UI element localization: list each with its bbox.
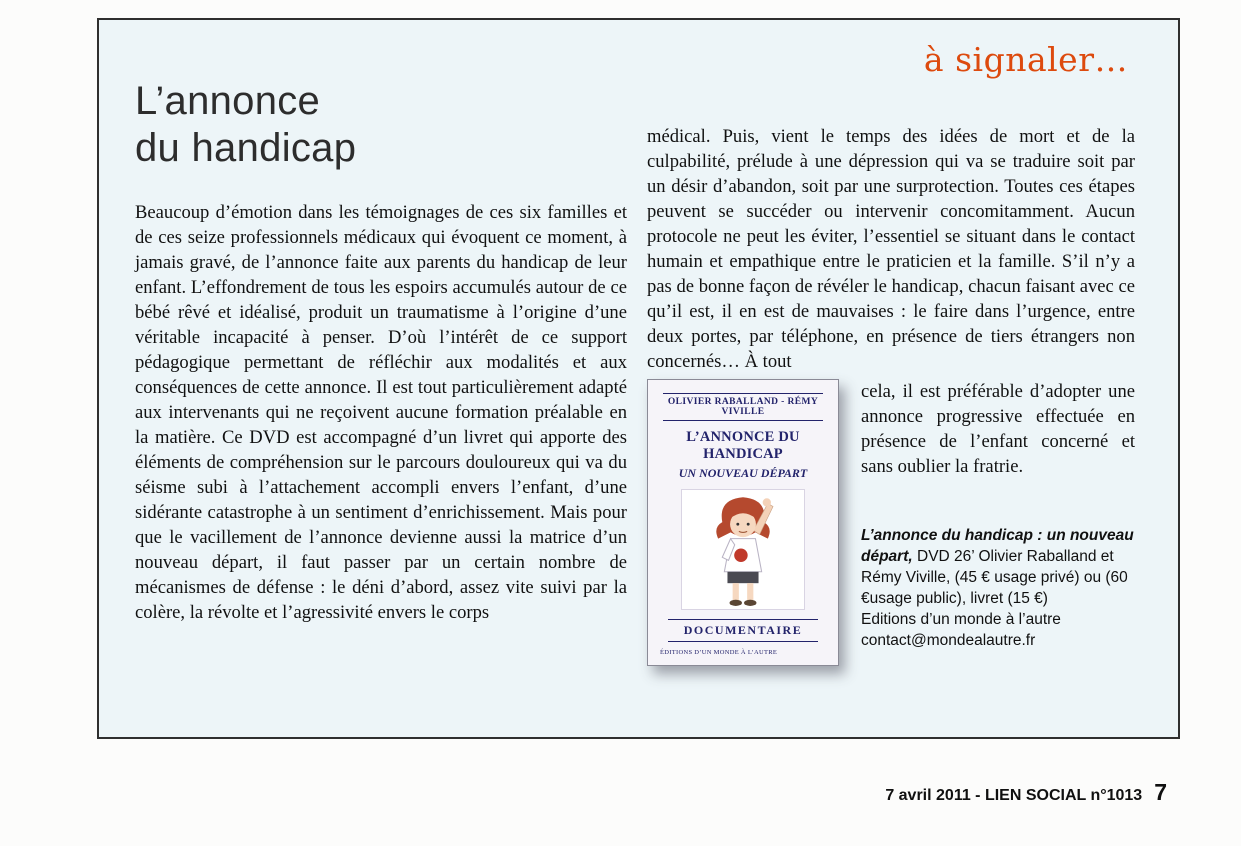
dvd-cover bbox=[647, 379, 839, 666]
dvd-caption bbox=[861, 525, 1135, 651]
article-paragraph-right-after: cela, il est préférable d’adopter une annonce progressive effectuée en présence de l’enfant concerné et sans oublier la fratrie. bbox=[861, 381, 1135, 477]
article-paragraph-right-before: médical. Puis, vient le temps des idées de mort et de la culpabilité, prélude à une dépression qui va se traduire soit par un désir d’abandon, soit par une surprotection. Toutes ces étapes peuvent se succéder ou intervenir concomitamment. Aucun protocole ne peut les éviter, l’essentiel se situant dans le contact humain et empathique entre le praticien et la famille. S’il n’y a pas de bonne façon de révéler le handicap, chacun faisant avec ce qu’il est, il en est de mauvaises : le faire dans l’urgence, entre deux portes, par téléphone, en présence de tiers étrangers non concernés… À tout bbox=[647, 126, 1135, 372]
dvd-cover-genre: DOCUMENTAIRE bbox=[668, 619, 818, 642]
cover-rule-top bbox=[663, 393, 823, 394]
page-footer bbox=[885, 779, 1167, 806]
girl-drawing-icon bbox=[688, 491, 798, 607]
caption-title: L’annonce du handicap : un nouveau départ, bbox=[861, 527, 1134, 565]
left-column bbox=[135, 78, 627, 625]
caption-publisher: Editions d’un monde à l’autre bbox=[861, 611, 1061, 628]
cover-rule-mid bbox=[663, 420, 823, 421]
caption-contact-email: contact@mondealautre.fr bbox=[861, 632, 1036, 649]
article-box bbox=[97, 18, 1180, 739]
media-row bbox=[647, 379, 1135, 666]
caption-details: DVD 26’ Olivier Raballand et Rémy Viville, (45 € usage privé) ou (60 €usage public), livret (15 €) bbox=[861, 548, 1128, 607]
dvd-cover-illustration bbox=[681, 489, 805, 610]
dvd-cover-subtitle: UN NOUVEAU DÉPART bbox=[678, 466, 808, 480]
dvd-cover-publisher-logo: ÉDITIONS D’UN MONDE À L’AUTRE bbox=[660, 648, 778, 656]
dvd-cover-authors: OLIVIER RABALLAND - RÉMY VIVILLE bbox=[667, 397, 819, 417]
footer-date-issue: 7 avril 2011 - LIEN SOCIAL n°1013 bbox=[885, 787, 1143, 804]
footer-page-number: 7 bbox=[1154, 779, 1167, 805]
article-title bbox=[135, 78, 627, 172]
article-title-line2: du handicap bbox=[135, 126, 357, 170]
media-right-column bbox=[839, 379, 1135, 666]
dvd-cover-title: L’ANNONCE DU HANDICAP bbox=[686, 429, 800, 462]
right-column bbox=[647, 124, 1135, 666]
section-header: à signaler… bbox=[923, 40, 1128, 79]
article-title-line1: L’annonce bbox=[135, 79, 321, 123]
article-paragraph-left: Beaucoup d’émotion dans les témoignages de ces six familles et de ces seize professionnels médicaux qui évoquent ce moment, à jamais gravé, de l’annonce faite aux parents du handicap de leur enfant. L’effondrement de tous les espoirs accumulés autour de ce bébé rêvé et idéalisé, produit un traumatisme à l’origine d’une véritable incapacité à penser. D’où l’intérêt de ce support pédagogique permettant de réfléchir aux modalités et aux conséquences de cette annonce. Il est tout particulièrement adapté aux intervenants qui ne reçoivent aucune formation préalable en la matière. Ce DVD est accompagné d’un livret qui apporte des éléments de compréhension sur le parcours douloureux qui va du séisme subi à l’attachement accompli envers l’enfant, d’une sidérante catastrophe à un sentiment d’enrichissement. Mais pour que le vacillement de l’annonce devienne aussi la matrice d’un nouveau départ, il faut passer par un certain nombre de mécanismes de défense : le déni d’abord, assez vite suivi par la colère, la révolte et l’agressivité envers le corps bbox=[135, 202, 627, 623]
